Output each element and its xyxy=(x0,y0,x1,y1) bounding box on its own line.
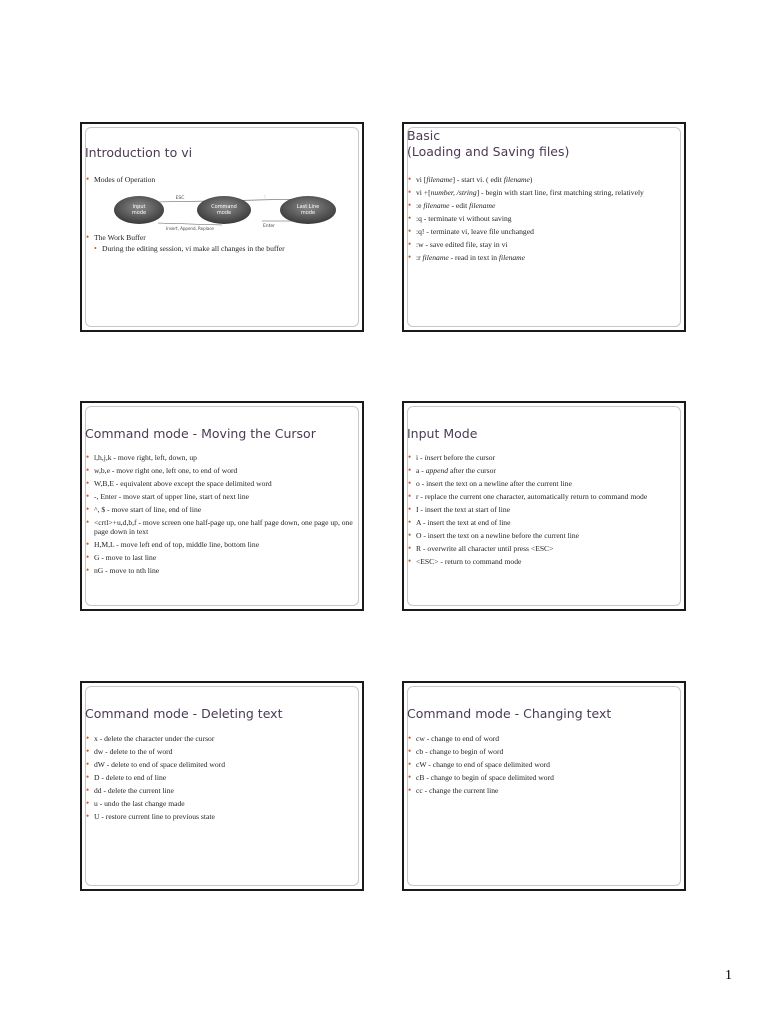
bullet-item: • cW - change to end of space delimited word xyxy=(408,760,680,769)
slide-title: Command mode - Deleting text xyxy=(85,706,283,721)
bullet-item: • :q - terminate vi without saving xyxy=(408,214,680,223)
bullet-item: • :r filename - read in text in filename xyxy=(408,253,680,262)
svg-text:mode: mode xyxy=(131,210,147,216)
bullet-list xyxy=(86,734,358,825)
svg-text:mode: mode xyxy=(300,210,316,216)
bullet-item: • l,h,j,k - move right, left, down, up xyxy=(86,453,358,462)
bullet-item: • R - overwrite all character until press <ESC> xyxy=(408,544,680,553)
bullet-item: • w,b,e - move right one, left one, to end of word xyxy=(86,466,358,475)
modes-diagram xyxy=(112,191,342,231)
last-line-mode-label: Last Line xyxy=(296,204,320,210)
bullet-item: • vi [filename] - start vi. ( edit filename) xyxy=(408,175,680,184)
bullet-item: • W,B,E - equivalent above except the space delimited word xyxy=(86,479,358,488)
slide-title: Command mode - Changing text xyxy=(407,706,612,721)
bullet-item: • U - restore current line to previous state xyxy=(86,812,358,821)
bullet-list xyxy=(86,233,358,257)
bullet-item: • <ESC> - return to command mode xyxy=(408,557,680,566)
bullet-item: • I - insert the text at start of line xyxy=(408,505,680,514)
bullet-list xyxy=(408,175,680,266)
bullet-item: • cB - change to begin of space delimited word xyxy=(408,773,680,782)
bullet-item: • A - insert the text at end of line xyxy=(408,518,680,527)
bullet-list xyxy=(408,734,680,799)
bullet-item: • ^, $ - move start of line, end of line xyxy=(86,505,358,514)
slide-title: Input Mode xyxy=(407,426,478,441)
bullet-item: • -, Enter - move start of upper line, start of next line xyxy=(86,492,358,501)
bullet-item: • :q! - terminate vi, leave file unchanged xyxy=(408,227,680,236)
esc-label: ESC xyxy=(175,196,185,201)
bullet-item: • D - delete to end of line xyxy=(86,773,358,782)
bullet-item: • a - append after the cursor xyxy=(408,466,680,475)
page-number: 1 xyxy=(725,968,732,983)
slide-deleting-text xyxy=(80,681,364,891)
bullet-item: • Modes of Operation xyxy=(86,175,358,184)
colon-label: : xyxy=(264,195,266,200)
svg-text:mode: mode xyxy=(216,210,232,216)
slide-title: Command mode - Moving the Cursor xyxy=(85,426,316,441)
bullet-list xyxy=(408,453,680,570)
bullet-item: • G - move to last line xyxy=(86,553,358,562)
bullet-item: • O - insert the text on a newline before the current line xyxy=(408,531,680,540)
bullet-item: • u - undo the last change made xyxy=(86,799,358,808)
bullet-item: • dW - delete to end of space delimited word xyxy=(86,760,358,769)
bullet-item: • dw - delete to the of word xyxy=(86,747,358,756)
bullet-item: • <crtl>+u,d,b,f - move screen one half-page up, one half page down, one page up, one page down in text xyxy=(86,518,358,536)
slide-title: Introduction to vi xyxy=(85,145,193,160)
bullet-item: • vi +[number, /string] - begin with start line, first matching string, relatively xyxy=(408,188,680,197)
bullet-item: • r - replace the current one character, automatically return to command mode xyxy=(408,492,680,501)
slide-introduction xyxy=(80,122,364,332)
slide-title: Basic (Loading and Saving files) xyxy=(407,128,570,159)
bullet-list xyxy=(86,175,358,188)
bullet-item: • cb - change to begin of word xyxy=(408,747,680,756)
command-mode-label: Command xyxy=(211,204,237,210)
input-mode-label: Input xyxy=(132,204,146,210)
bullet-list xyxy=(86,453,358,579)
slide-moving-cursor xyxy=(80,401,364,611)
bullet-item: • :e filename - edit filename xyxy=(408,201,680,210)
bullet-item: • i - insert before the cursor xyxy=(408,453,680,462)
slide-basic xyxy=(402,122,686,332)
bullet-item: • dd - delete the current line xyxy=(86,786,358,795)
bullet-item: • :w - save edited file, stay in vi xyxy=(408,240,680,249)
bullet-item: • cc - change the current line xyxy=(408,786,680,795)
slide-input-mode xyxy=(402,401,686,611)
bullet-item: • H,M,L - move left end of top, middle line, bottom line xyxy=(86,540,358,549)
slide-changing-text xyxy=(402,681,686,891)
bullet-item: • The Work Buffer xyxy=(86,233,358,242)
bullet-item: • nG - move to nth line xyxy=(86,566,358,575)
bullet-item: • o - insert the text on a newline after the current line xyxy=(408,479,680,488)
insert-append-label: Insert, Append, Replace xyxy=(166,226,214,231)
enter-label: Enter xyxy=(262,224,276,229)
sub-bullet-item: • During the editing session, vi make all changes in the buffer xyxy=(86,244,358,253)
bullet-item: • cw - change to end of word xyxy=(408,734,680,743)
bullet-item: • x - delete the character under the cursor xyxy=(86,734,358,743)
